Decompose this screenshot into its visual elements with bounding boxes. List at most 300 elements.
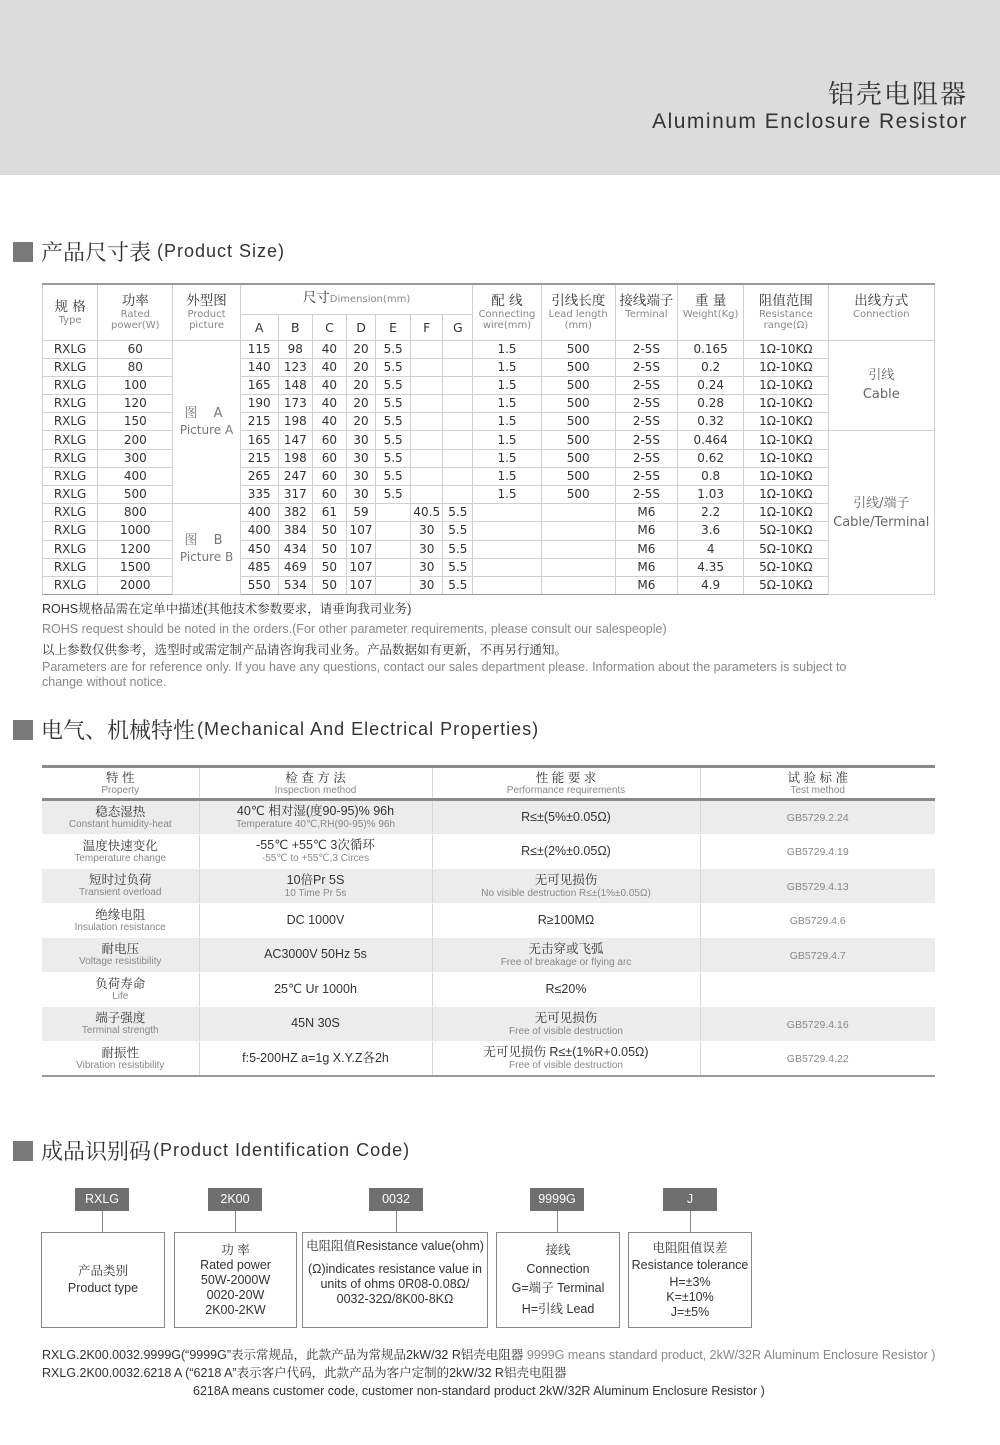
cell-performance: 无可见损伤 No visible destruction R≤±(1%±0.05Ω) [432,869,700,904]
cell-d: 30 [346,431,375,449]
table-row [42,869,935,904]
cell-standard: GB5729.4.6 [700,903,935,938]
cell-d: 107 [346,576,375,594]
cell-terminal: 2-5S [615,358,677,376]
cell-type: RXLG [43,540,98,558]
cell-g: 5.5 [443,504,473,522]
cell-type: RXLG [43,395,98,413]
cell-b: 382 [278,504,312,522]
cell-weight: 0.62 [678,449,744,467]
connector-line [557,1211,558,1232]
code-segment-resistance: 0032 [369,1188,423,1211]
header-wire: 配 线 Connecting wire(mm) [473,284,541,340]
cell-method: 45N 30S [199,1007,432,1042]
cell-terminal: M6 [615,576,677,594]
cell-lead: 500 [541,467,615,485]
cell-f [411,413,443,431]
cell-method: 10倍Pr 5S 10 Time Pr 5s [199,869,432,904]
cell-c: 60 [312,467,346,485]
cell-power: 800 [98,504,173,522]
cell-terminal: 2-5S [615,467,677,485]
cell-standard: GB5729.4.16 [700,1007,935,1042]
cell-weight: 3.6 [678,522,744,540]
section-heading-size [13,236,285,267]
table-row [42,1041,935,1076]
cell-wire [473,576,541,594]
cell-b: 434 [278,540,312,558]
cell-e [376,576,411,594]
cell-type: RXLG [43,522,98,540]
section-title-cn: 电气、机械特性 [41,718,196,743]
cell-e [376,522,411,540]
cell-c: 60 [312,431,346,449]
cell-power: 1500 [98,558,173,576]
cell-weight: 4 [678,540,744,558]
cell-type: RXLG [43,449,98,467]
cell-b: 534 [278,576,312,594]
desc-box-tolerance: 电阻阻值误差 Resistance tolerance H=±3% K=±10% J=±5% [628,1232,752,1328]
cell-terminal: 2-5S [615,340,677,358]
header-dim-e: E [376,314,411,340]
section-title-cn: 成品识别码 [41,1139,152,1164]
cell-weight: 4.9 [678,576,744,594]
cell-b: 148 [278,376,312,394]
cell-lead [541,540,615,558]
cell-power: 150 [98,413,173,431]
header-range: 阻值范围 Resistance range(Ω) [744,284,828,340]
desc-box-type: 产品类别 Product type [41,1232,165,1328]
rohs-note-en: ROHS request should be noted in the orders.(For other parameter requirements, please consult our salespeople) [42,622,667,636]
cell-g [443,376,473,394]
cell-weight: 0.24 [678,376,744,394]
cell-terminal: 2-5S [615,486,677,504]
header-weight: 重 量 Weight(Kg) [678,284,744,340]
cell-property: 温度快速变化 Temperature change [42,834,199,869]
cell-range: 1Ω-10KΩ [744,467,828,485]
header-dimension: 尺寸Dimension(mm) [240,284,473,314]
square-bullet-icon [13,720,33,740]
cell-terminal: 2-5S [615,449,677,467]
cell-wire [473,504,541,522]
cell-power: 400 [98,467,173,485]
header-banner [0,0,1000,175]
cell-terminal: M6 [615,504,677,522]
cell-range: 1Ω-10KΩ [744,358,828,376]
cell-performance: 无击穿或飞弧 Free of breakage or flying arc [432,938,700,973]
footer-line-3: 6218A means customer code, customer non-standard product 2kW/32R Aluminum Enclosure Resistor ) [193,1384,765,1398]
cell-a: 165 [240,431,278,449]
cell-e: 5.5 [376,413,411,431]
header-picture: 外型图 Product picture [173,284,240,340]
cell-b: 198 [278,449,312,467]
cell-weight: 0.28 [678,395,744,413]
header-dim-b: B [278,314,312,340]
cell-weight: 0.464 [678,431,744,449]
cell-method: f:5-200HZ a=1g X.Y.Z各2h [199,1041,432,1076]
cell-e [376,540,411,558]
section-title-cn: 产品尺寸表 [41,240,152,265]
cell-power: 120 [98,395,173,413]
cell-f [411,467,443,485]
cell-terminal: 2-5S [615,376,677,394]
cell-power: 1000 [98,522,173,540]
cell-a: 400 [240,522,278,540]
page-title-en: Aluminum Enclosure Resistor [652,110,968,133]
cell-performance: R≥100MΩ [432,903,700,938]
header-property: 特 性 Property [42,767,199,800]
cell-lead: 500 [541,376,615,394]
cell-wire: 1.5 [473,340,541,358]
cell-e: 5.5 [376,358,411,376]
header-dim-d: D [346,314,375,340]
cell-f [411,395,443,413]
cell-range: 1Ω-10KΩ [744,504,828,522]
cell-b: 384 [278,522,312,540]
cell-a: 335 [240,486,278,504]
header-dim-c: C [312,314,346,340]
cell-lead: 500 [541,395,615,413]
cell-f: 40.5 [411,504,443,522]
square-bullet-icon [13,242,33,262]
header-dim-a: A [240,314,278,340]
cell-property: 耐振性 Vibration resistibility [42,1041,199,1076]
cell-type: RXLG [43,358,98,376]
cell-weight: 2.2 [678,504,744,522]
cell-b: 147 [278,431,312,449]
desc-box-resistance: 电阻阻值Resistance value(ohm) (Ω)indicates resistance value in units of ohms 0R08-0.08Ω/ 0032-32Ω/8K00-8KΩ [302,1232,488,1328]
cell-c: 61 [312,504,346,522]
cell-property: 端子强度 Terminal strength [42,1007,199,1042]
cell-d: 20 [346,395,375,413]
cell-f: 30 [411,540,443,558]
cell-e: 5.5 [376,486,411,504]
cell-g [443,486,473,504]
cell-lead [541,576,615,594]
cell-e: 5.5 [376,449,411,467]
cell-g: 5.5 [443,540,473,558]
cell-wire [473,522,541,540]
cell-wire [473,540,541,558]
cell-range: 1Ω-10KΩ [744,395,828,413]
rohs-note-cn: ROHS规格品需在定单中描述(其他技术参数要求，请垂询我司业务) [42,602,412,616]
section-title-en: (Mechanical And Electrical Properties) [197,719,540,739]
cell-range: 1Ω-10KΩ [744,340,828,358]
cell-power: 100 [98,376,173,394]
cell-type: RXLG [43,340,98,358]
cell-power: 60 [98,340,173,358]
desc-box-connection: 接线 Connection G=端子 Terminal H=引线 Lead [496,1232,620,1328]
square-bullet-icon [13,1141,33,1161]
cell-a: 485 [240,558,278,576]
cell-lead: 500 [541,340,615,358]
cell-a: 265 [240,467,278,485]
cell-g [443,358,473,376]
cell-performance: 无可见损伤 R≤±(1%R+0.05Ω) Free of visible destruction [432,1041,700,1076]
header-method: 检 查 方 法 Inspection method [199,767,432,800]
cell-lead: 500 [541,431,615,449]
cell-d: 20 [346,413,375,431]
cell-f [411,376,443,394]
page-title-cn: 铝壳电阻器 [827,79,968,109]
cell-type: RXLG [43,486,98,504]
cell-c: 40 [312,395,346,413]
cell-standard [700,972,935,1007]
cell-e: 5.5 [376,467,411,485]
cell-g: 5.5 [443,576,473,594]
footer-line-1: RXLG.2K00.0032.9999G(“9999G”表示常规品，此款产品为常规品2kW/32 R铝壳电阻器 9999G means standard product, 2kW/32R Aluminum Enclosure Resistor ) [42,1348,936,1362]
cell-a: 550 [240,576,278,594]
product-size-table [42,283,935,595]
cell-power: 200 [98,431,173,449]
cell-f: 30 [411,558,443,576]
cell-lead: 500 [541,413,615,431]
cell-property: 短时过负荷 Transient overload [42,869,199,904]
cell-property: 稳态湿热 Constant humidity-heat [42,800,199,835]
cell-d: 107 [346,558,375,576]
cell-b: 173 [278,395,312,413]
table-row [43,504,935,522]
cell-type: RXLG [43,467,98,485]
cell-terminal: M6 [615,540,677,558]
cell-type: RXLG [43,376,98,394]
cell-d: 107 [346,540,375,558]
reference-note-cn: 以上参数仅供参考，选型时或需定制产品请咨询我司业务。产品数据如有更新，不再另行通知。 [42,643,568,657]
footer-line-2: RXLG.2K00.0032.6218 A (“6218 A”表示客户代码，此款产品为客户定制的2kW/32 R铝壳电阻器 [42,1366,567,1380]
header-lead: 引线长度 Lead length (mm) [541,284,615,340]
cell-range: 1Ω-10KΩ [744,486,828,504]
cell-e: 5.5 [376,431,411,449]
cell-range: 5Ω-10KΩ [744,576,828,594]
cell-weight: 0.8 [678,467,744,485]
cell-lead: 500 [541,358,615,376]
cell-performance: R≤20% [432,972,700,1007]
cell-terminal: 2-5S [615,395,677,413]
header-terminal: 接线端子 Terminal [615,284,677,340]
cell-g: 5.5 [443,522,473,540]
cell-wire: 1.5 [473,413,541,431]
cell-lead: 500 [541,486,615,504]
reference-note-en-2: change without notice. [42,675,167,689]
cell-property: 负荷寿命 Life [42,972,199,1007]
cell-standard: GB5729.4.7 [700,938,935,973]
table-row [42,903,935,938]
picture-a-cell: 图 A Picture A [173,340,240,504]
cell-e: 5.5 [376,376,411,394]
cell-performance: R≤±(5%±0.05Ω) [432,800,700,835]
cell-a: 115 [240,340,278,358]
picture-b-cell: 图 B Picture B [173,504,240,595]
cell-lead [541,558,615,576]
cell-weight: 1.03 [678,486,744,504]
table-row [42,800,935,835]
cell-b: 317 [278,486,312,504]
cell-wire: 1.5 [473,467,541,485]
cell-method: -55℃ +55℃ 3次循环 -55℃ to +55℃,3 Circes [199,834,432,869]
cell-c: 40 [312,358,346,376]
cell-b: 247 [278,467,312,485]
cell-c: 40 [312,340,346,358]
code-segment-connection: 9999G [530,1188,584,1211]
cell-type: RXLG [43,431,98,449]
cell-weight: 0.32 [678,413,744,431]
connector-line [690,1211,691,1232]
cell-f [411,340,443,358]
cell-d: 20 [346,358,375,376]
cell-wire: 1.5 [473,449,541,467]
connection-cable-cell: 引线 Cable [828,340,934,431]
connector-line [102,1211,103,1232]
cell-standard: GB5729.4.13 [700,869,935,904]
header-dim-g: G [443,314,473,340]
cell-standard: GB5729.4.19 [700,834,935,869]
cell-a: 215 [240,413,278,431]
cell-d: 20 [346,340,375,358]
cell-f [411,358,443,376]
cell-terminal: 2-5S [615,431,677,449]
cell-c: 50 [312,522,346,540]
cell-a: 165 [240,376,278,394]
properties-table [42,765,935,1077]
cell-g [443,413,473,431]
section-title-en: (Product Size) [157,241,286,261]
cell-g [443,340,473,358]
cell-f [411,486,443,504]
table-row [42,972,935,1007]
cell-a: 190 [240,395,278,413]
cell-e [376,558,411,576]
code-segment-type: RXLG [75,1188,129,1211]
cell-range: 5Ω-10KΩ [744,558,828,576]
connector-line [235,1211,236,1232]
cell-range: 1Ω-10KΩ [744,376,828,394]
cell-wire: 1.5 [473,395,541,413]
cell-type: RXLG [43,558,98,576]
cell-standard: GB5729.2.24 [700,800,935,835]
cell-d: 59 [346,504,375,522]
cell-d: 30 [346,449,375,467]
cell-method: DC 1000V [199,903,432,938]
cell-e: 5.5 [376,395,411,413]
cell-b: 469 [278,558,312,576]
cell-e: 5.5 [376,340,411,358]
cell-d: 107 [346,522,375,540]
cell-lead [541,504,615,522]
cell-g [443,449,473,467]
cell-method: AC3000V 50Hz 5s [199,938,432,973]
reference-note-en-1: Parameters are for reference only. If you have any questions, contact our sales department please. Information about the parameters is subject to [42,660,847,674]
cell-c: 60 [312,486,346,504]
cell-f: 30 [411,522,443,540]
cell-c: 60 [312,449,346,467]
code-segment-tolerance: J [663,1188,717,1211]
cell-c: 50 [312,558,346,576]
connection-cable-terminal-cell: 引线/端子 Cable/Terminal [828,431,934,595]
cell-lead [541,522,615,540]
cell-g [443,431,473,449]
cell-g [443,467,473,485]
table-row [42,938,935,973]
header-type: 规 格 Type [43,284,98,340]
cell-performance: 无可见损伤 Free of visible destruction [432,1007,700,1042]
cell-e [376,504,411,522]
cell-c: 40 [312,376,346,394]
cell-weight: 0.165 [678,340,744,358]
cell-a: 215 [240,449,278,467]
cell-method: 40℃ 相对湿(度90-95)% 96h Temperature 40℃,RH(90-95)% 96h [199,800,432,835]
cell-a: 450 [240,540,278,558]
cell-wire [473,558,541,576]
table-row [43,340,935,358]
cell-range: 1Ω-10KΩ [744,431,828,449]
cell-range: 5Ω-10KΩ [744,540,828,558]
cell-type: RXLG [43,576,98,594]
cell-property: 耐电压 Voltage resistibility [42,938,199,973]
cell-c: 50 [312,576,346,594]
cell-terminal: M6 [615,558,677,576]
cell-wire: 1.5 [473,358,541,376]
cell-power: 500 [98,486,173,504]
header-dim-f: F [411,314,443,340]
section-title-en: (Product Identification Code) [153,1140,411,1160]
cell-standard: GB5729.4.22 [700,1041,935,1076]
code-segment-power: 2K00 [208,1188,262,1211]
cell-performance: R≤±(2%±0.05Ω) [432,834,700,869]
cell-g [443,395,473,413]
cell-a: 140 [240,358,278,376]
header-power: 功率 Rated power(W) [98,284,173,340]
cell-range: 1Ω-10KΩ [744,413,828,431]
cell-f [411,431,443,449]
cell-c: 50 [312,540,346,558]
cell-b: 123 [278,358,312,376]
cell-power: 2000 [98,576,173,594]
cell-range: 5Ω-10KΩ [744,522,828,540]
cell-d: 30 [346,486,375,504]
cell-power: 300 [98,449,173,467]
cell-terminal: M6 [615,522,677,540]
cell-type: RXLG [43,413,98,431]
header-connection: 出线方式 Connection [828,284,934,340]
cell-weight: 0.2 [678,358,744,376]
cell-g: 5.5 [443,558,473,576]
cell-d: 20 [346,376,375,394]
connector-line [396,1211,397,1232]
cell-type: RXLG [43,504,98,522]
cell-property: 绝缘电阻 Insulation resistance [42,903,199,938]
desc-box-power: 功 率 Rated power 50W-2000W 0020-20W 2K00-2KW [174,1232,297,1328]
cell-wire: 1.5 [473,431,541,449]
section-heading-props [13,714,539,745]
cell-weight: 4.35 [678,558,744,576]
cell-wire: 1.5 [473,376,541,394]
cell-method: 25℃ Ur 1000h [199,972,432,1007]
cell-wire: 1.5 [473,486,541,504]
cell-b: 198 [278,413,312,431]
cell-c: 40 [312,413,346,431]
table-row [42,834,935,869]
table-row [42,1007,935,1042]
cell-d: 30 [346,467,375,485]
cell-a: 400 [240,504,278,522]
cell-power: 80 [98,358,173,376]
cell-terminal: 2-5S [615,413,677,431]
cell-lead: 500 [541,449,615,467]
header-performance: 性 能 要 求 Performance requirements [432,767,700,800]
cell-f: 30 [411,576,443,594]
cell-b: 98 [278,340,312,358]
cell-f [411,449,443,467]
cell-power: 1200 [98,540,173,558]
